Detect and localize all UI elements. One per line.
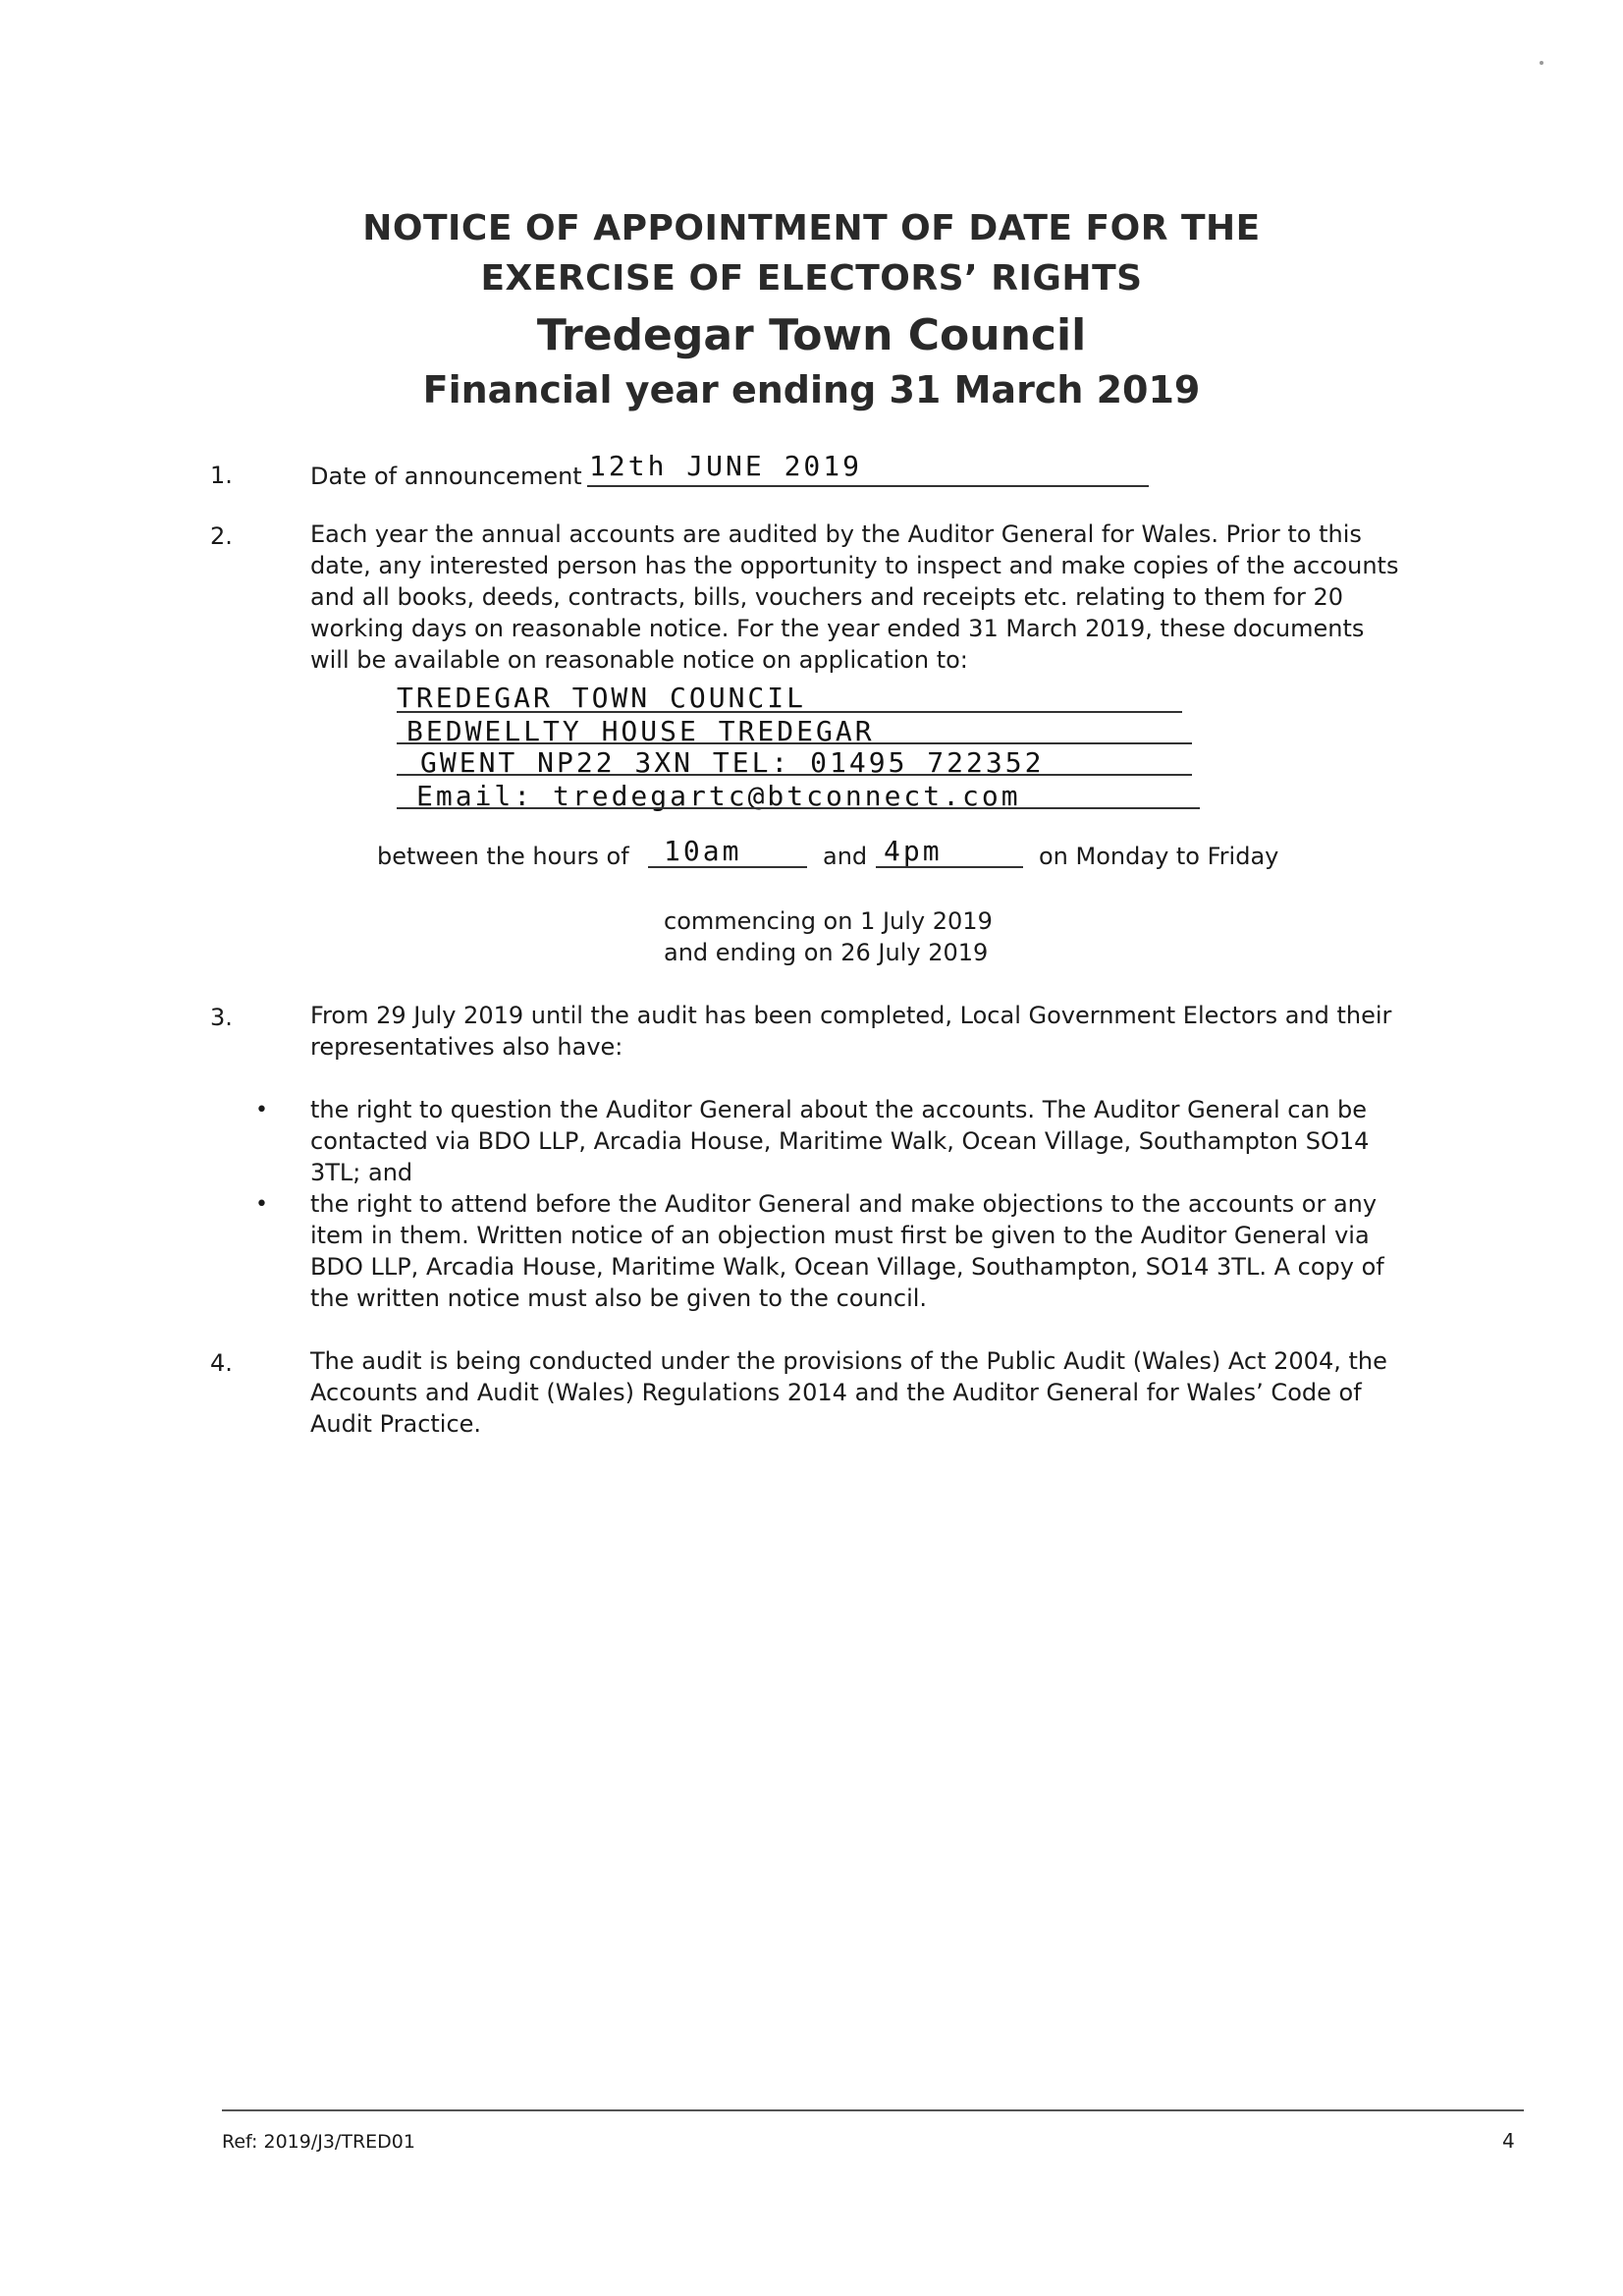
bullet-1-line: the right to question the Auditor General about the accounts. The Auditor General can be	[310, 1096, 1368, 1123]
item-1-label: Date of announcement	[310, 463, 582, 490]
item-4-line: Accounts and Audit (Wales) Regulations 2014 and the Auditor General for Wales’ Code of	[310, 1379, 1362, 1406]
item-2-line: will be available on reasonable notice on application to:	[310, 646, 968, 674]
address-underline	[397, 742, 1192, 744]
council-name: Tredegar Town Council	[536, 310, 1087, 360]
document-reference: Ref: 2019/J3/TRED01	[222, 2131, 415, 2153]
bullet-1-line: 3TL; and	[310, 1159, 413, 1186]
bullet-2-text	[310, 1188, 1384, 1314]
item-4-line: Audit Practice.	[310, 1410, 482, 1438]
page-number: 4	[1502, 2129, 1515, 2153]
item-2-line: date, any interested person has the opportunity to inspect and make copies of the accounts	[310, 552, 1399, 579]
announcement-date-line	[587, 485, 1149, 487]
bullet-1-text	[310, 1094, 1369, 1188]
item-2-number: 2.	[210, 522, 233, 550]
item-1-number: 1.	[210, 462, 233, 489]
hours-prefix: between the hours of	[377, 843, 629, 870]
item-2-paragraph	[310, 519, 1398, 676]
item-4-paragraph	[310, 1345, 1387, 1440]
item-2-line: and all books, deeds, contracts, bills, vouchers and receipts etc. relating to them for 20	[310, 583, 1344, 611]
title-line-2: EXERCISE OF ELECTORS’ RIGHTS	[480, 258, 1143, 299]
address-underline	[397, 807, 1200, 809]
item-3-number: 3.	[210, 1004, 233, 1031]
hours-from-line	[648, 866, 807, 868]
title-line-1: NOTICE OF APPOINTMENT OF DATE FOR THE	[362, 208, 1261, 248]
bullet-2-line: item in them. Written notice of an objection must first be given to the Auditor General via	[310, 1222, 1370, 1249]
footer-divider	[222, 2109, 1524, 2111]
commencing-date: commencing on 1 July 2019	[664, 907, 993, 935]
item-3-line: From 29 July 2019 until the audit has been completed, Local Government Electors and their	[310, 1002, 1392, 1029]
financial-year: Financial year ending 31 March 2019	[422, 368, 1201, 411]
item-4-line: The audit is being conducted under the provisions of the Public Audit (Wales) Act 2004, the	[310, 1347, 1387, 1375]
scan-speck	[1540, 61, 1543, 65]
ending-date: and ending on 26 July 2019	[664, 939, 989, 966]
address-line-handwritten: GWENT NP22 3XN TEL: 01495 722352	[420, 746, 1045, 779]
address-line-handwritten: BEDWELLTY HOUSE TREDEGAR	[406, 715, 875, 747]
bullet-1-marker: •	[255, 1098, 268, 1122]
bullet-2-line: the written notice must also be given to the council.	[310, 1285, 928, 1312]
address-line-handwritten: TREDEGAR TOWN COUNCIL	[397, 682, 807, 714]
item-4-number: 4.	[210, 1349, 233, 1377]
item-2-line: Each year the annual accounts are audited by the Auditor General for Wales. Prior to this	[310, 520, 1362, 548]
address-underline	[397, 774, 1192, 776]
hours-to-handwritten: 4pm	[884, 835, 943, 867]
email-handwritten: Email: tredegartc@btconnect.com	[416, 780, 1021, 812]
hours-and: and	[823, 843, 868, 870]
hours-from-handwritten: 10am	[664, 835, 742, 867]
hours-suffix: on Monday to Friday	[1039, 843, 1279, 870]
item-2-line: working days on reasonable notice. For the year ended 31 March 2019, these documents	[310, 615, 1365, 642]
bullet-2-line: the right to attend before the Auditor General and make objections to the accounts or any	[310, 1190, 1378, 1218]
item-3-paragraph	[310, 1000, 1391, 1063]
announcement-date-handwritten: 12th JUNE 2019	[589, 450, 863, 482]
address-underline	[397, 711, 1182, 713]
bullet-2-line: BDO LLP, Arcadia House, Maritime Walk, Ocean Village, Southampton, SO14 3TL. A copy of	[310, 1253, 1384, 1281]
hours-to-line	[876, 866, 1023, 868]
bullet-2-marker: •	[255, 1192, 268, 1217]
bullet-1-line: contacted via BDO LLP, Arcadia House, Maritime Walk, Ocean Village, Southampton SO14	[310, 1127, 1370, 1155]
item-3-line: representatives also have:	[310, 1033, 623, 1061]
